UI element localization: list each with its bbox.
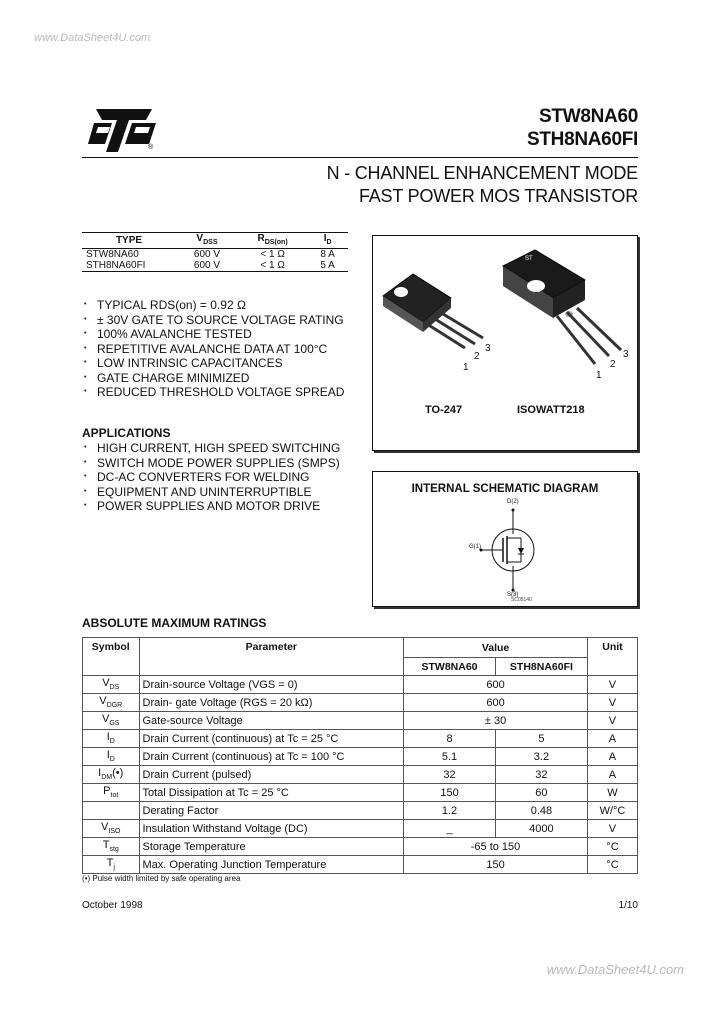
feature-item: • REPETITIVE AVALANCHE DATA AT 100°C [82, 342, 344, 357]
registered-mark: ® [148, 144, 154, 151]
unit-cell: A [587, 730, 637, 748]
unit-cell: V [587, 694, 637, 712]
value-cell: 32 [495, 766, 587, 784]
part-number-1: STW8NA60 [539, 106, 638, 127]
isowatt218-label: ISOWATT218 [517, 404, 585, 416]
rdson-cell: < 1 Ω [260, 260, 285, 271]
ratings-header-row [83, 638, 638, 658]
symbol-cell: $I_{DM}(•)$ [83, 766, 140, 784]
parameter-cell: Gate-source Voltage [139, 712, 404, 730]
value-cell: ± 30 [404, 712, 588, 730]
isowatt-pin-2: 2 [610, 359, 616, 370]
parameter-cell: Drain Current (pulsed) [139, 766, 404, 784]
feature-item: • TYPICAL RDS(on) = 0.92 Ω [82, 298, 344, 313]
unit-header: Unit [587, 638, 637, 676]
id-cell: 8 A [320, 249, 335, 260]
value-cell: 150 [404, 784, 496, 802]
st-logo [84, 106, 166, 156]
watermark-top: www.DataSheet4U.com [34, 32, 151, 44]
value-cell: 1.2 [404, 802, 496, 820]
value-cell: -65 to 150 [404, 838, 588, 856]
symbol-cell: $I_D$ [83, 748, 140, 766]
table-row [83, 838, 638, 856]
value-cell: 5 [495, 730, 587, 748]
type-table-header [82, 233, 348, 249]
feature-list [82, 298, 344, 400]
ratings-footnote: (•) Pulse width limited by safe operating area [82, 874, 241, 883]
value-cell: _ [404, 820, 496, 838]
symbol-header: Symbol [83, 638, 140, 676]
parameter-cell: Drain- gate Voltage (RGS = 20 kΩ) [139, 694, 404, 712]
feature-item: • GATE CHARGE MINIMIZED [82, 371, 344, 386]
type-row [82, 249, 348, 261]
gate-label: G(1) [469, 544, 481, 550]
table-row [83, 694, 638, 712]
stw-header: STW8NA60 [404, 658, 496, 676]
ratings-heading: ABSOLUTE MAXIMUM RATINGS [82, 616, 267, 630]
vdss-header: $V_{DSS}$ [176, 233, 238, 249]
table-row [83, 748, 638, 766]
watermark-bottom: www.DataSheet4U.com [546, 962, 684, 977]
to247-pin-3: 3 [485, 343, 491, 354]
parameter-cell: Derating Factor [139, 802, 404, 820]
unit-cell: V [587, 712, 637, 730]
svg-text:ST: ST [525, 256, 533, 262]
unit-cell: °C [587, 856, 637, 874]
schematic-box [372, 471, 638, 607]
unit-cell: V [587, 676, 637, 694]
symbol-cell: $V_{DGR}$ [83, 694, 140, 712]
value-cell: 600 [404, 694, 588, 712]
value-cell: 600 [404, 676, 588, 694]
table-row [83, 820, 638, 838]
isowatt-pin-1: 1 [596, 370, 602, 381]
schematic-title: INTERNAL SCHEMATIC DIAGRAM [411, 483, 599, 495]
to247-package [383, 274, 483, 348]
value-cell: 60 [495, 784, 587, 802]
applications-heading: APPLICATIONS [82, 426, 171, 440]
id-header: $I_D$ [307, 233, 348, 249]
symbol-cell: $T_{stg}$ [83, 838, 140, 856]
table-row [83, 766, 638, 784]
schematic-code: SC05140 [511, 597, 532, 603]
table-row [83, 730, 638, 748]
value-cell: 0.48 [495, 802, 587, 820]
application-item: • HIGH CURRENT, HIGH SPEED SWITCHING [82, 441, 340, 456]
symbol-cell: $V_{GS}$ [83, 712, 140, 730]
package-box [372, 235, 638, 451]
part-number-2: STH8NA60FI [526, 129, 638, 150]
to247-label: TO-247 [425, 404, 463, 416]
parameter-cell: Total Dissipation at Tc = 25 °C [139, 784, 404, 802]
value-cell: 3.2 [495, 748, 587, 766]
type-header: TYPE [82, 233, 176, 249]
value-cell: 8 [404, 730, 496, 748]
feature-item: • LOW INTRINSIC CAPACITANCES [82, 356, 344, 371]
parameter-cell: Drain-source Voltage (VGS = 0) [139, 676, 404, 694]
parameter-cell: Drain Current (continuous) at Tc = 100 °C [139, 748, 404, 766]
sth-header: STH8NA60FI [495, 658, 587, 676]
header-rule [82, 157, 638, 158]
unit-cell: A [587, 748, 637, 766]
page-number: 1/10 [618, 900, 638, 911]
table-row [83, 676, 638, 694]
table-row [83, 784, 638, 802]
parameter-cell: Storage Temperature [139, 838, 404, 856]
application-item: • POWER SUPPLIES AND MOTOR DRIVE [82, 499, 340, 514]
package-drawing [373, 236, 637, 386]
unit-cell: W [587, 784, 637, 802]
unit-cell: A [587, 766, 637, 784]
subtitle-line-2: FAST POWER MOS TRANSISTOR [358, 186, 638, 206]
rdson-cell: < 1 Ω [260, 249, 285, 260]
application-item: • EQUIPMENT AND UNINTERRUPTIBLE [82, 485, 340, 500]
type-row [82, 260, 348, 271]
unit-cell: °C [587, 838, 637, 856]
parameter-cell: Insulation Withstand Voltage (DC) [139, 820, 404, 838]
feature-item: • 100% AVALANCHE TESTED [82, 327, 344, 342]
parameter-cell: Drain Current (continuous) at Tc = 25 °C [139, 730, 404, 748]
type-table [82, 232, 348, 272]
to247-pin-1: 1 [463, 362, 469, 373]
drain-label: D(2) [507, 499, 519, 505]
ratings-table [82, 637, 638, 874]
id-cell: 5 A [320, 260, 335, 271]
symbol-cell: $V_{ISO}$ [83, 820, 140, 838]
source-label: S(3) [507, 592, 519, 598]
value-cell: 32 [404, 766, 496, 784]
feature-item: • ± 30V GATE TO SOURCE VOLTAGE RATING [82, 313, 344, 328]
application-item: • SWITCH MODE POWER SUPPLIES (SMPS) [82, 456, 340, 471]
table-row [83, 856, 638, 874]
table-row [83, 712, 638, 730]
symbol-cell: $T_j$ [83, 856, 140, 874]
symbol-cell: $V_{DS}$ [83, 676, 140, 694]
type-cell: STW8NA60 [86, 249, 139, 260]
mosfet-symbol [373, 472, 637, 606]
vdss-cell: 600 V [193, 260, 221, 271]
symbol-cell: $I_D$ [83, 730, 140, 748]
to247-pin-2: 2 [474, 351, 480, 362]
symbol-cell: $P_{tot}$ [83, 784, 140, 802]
unit-cell: W/°C [587, 802, 637, 820]
type-cell: STH8NA60FI [86, 260, 146, 271]
isowatt218-package [503, 250, 621, 364]
value-cell: 4000 [495, 820, 587, 838]
table-row [83, 802, 638, 820]
st-logo-graphic [84, 106, 166, 156]
value-cell: 150 [404, 856, 588, 874]
footer-date: October 1998 [82, 900, 143, 911]
value-cell: 5.1 [404, 748, 496, 766]
subtitle-line-1: N - CHANNEL ENHANCEMENT MODE [326, 163, 638, 183]
applications-list [82, 441, 340, 514]
unit-cell: V [587, 820, 637, 838]
application-item: • DC-AC CONVERTERS FOR WELDING [82, 470, 340, 485]
rdson-header: $R_{DS(on)}$ [238, 233, 307, 249]
vdss-cell: 600 V [193, 249, 221, 260]
symbol-cell [83, 802, 140, 820]
parameter-header: Parameter [139, 638, 404, 676]
isowatt-pin-3: 3 [623, 349, 629, 360]
value-header: Value [404, 638, 588, 658]
feature-item: • REDUCED THRESHOLD VOLTAGE SPREAD [82, 385, 344, 400]
parameter-cell: Max. Operating Junction Temperature [139, 856, 404, 874]
